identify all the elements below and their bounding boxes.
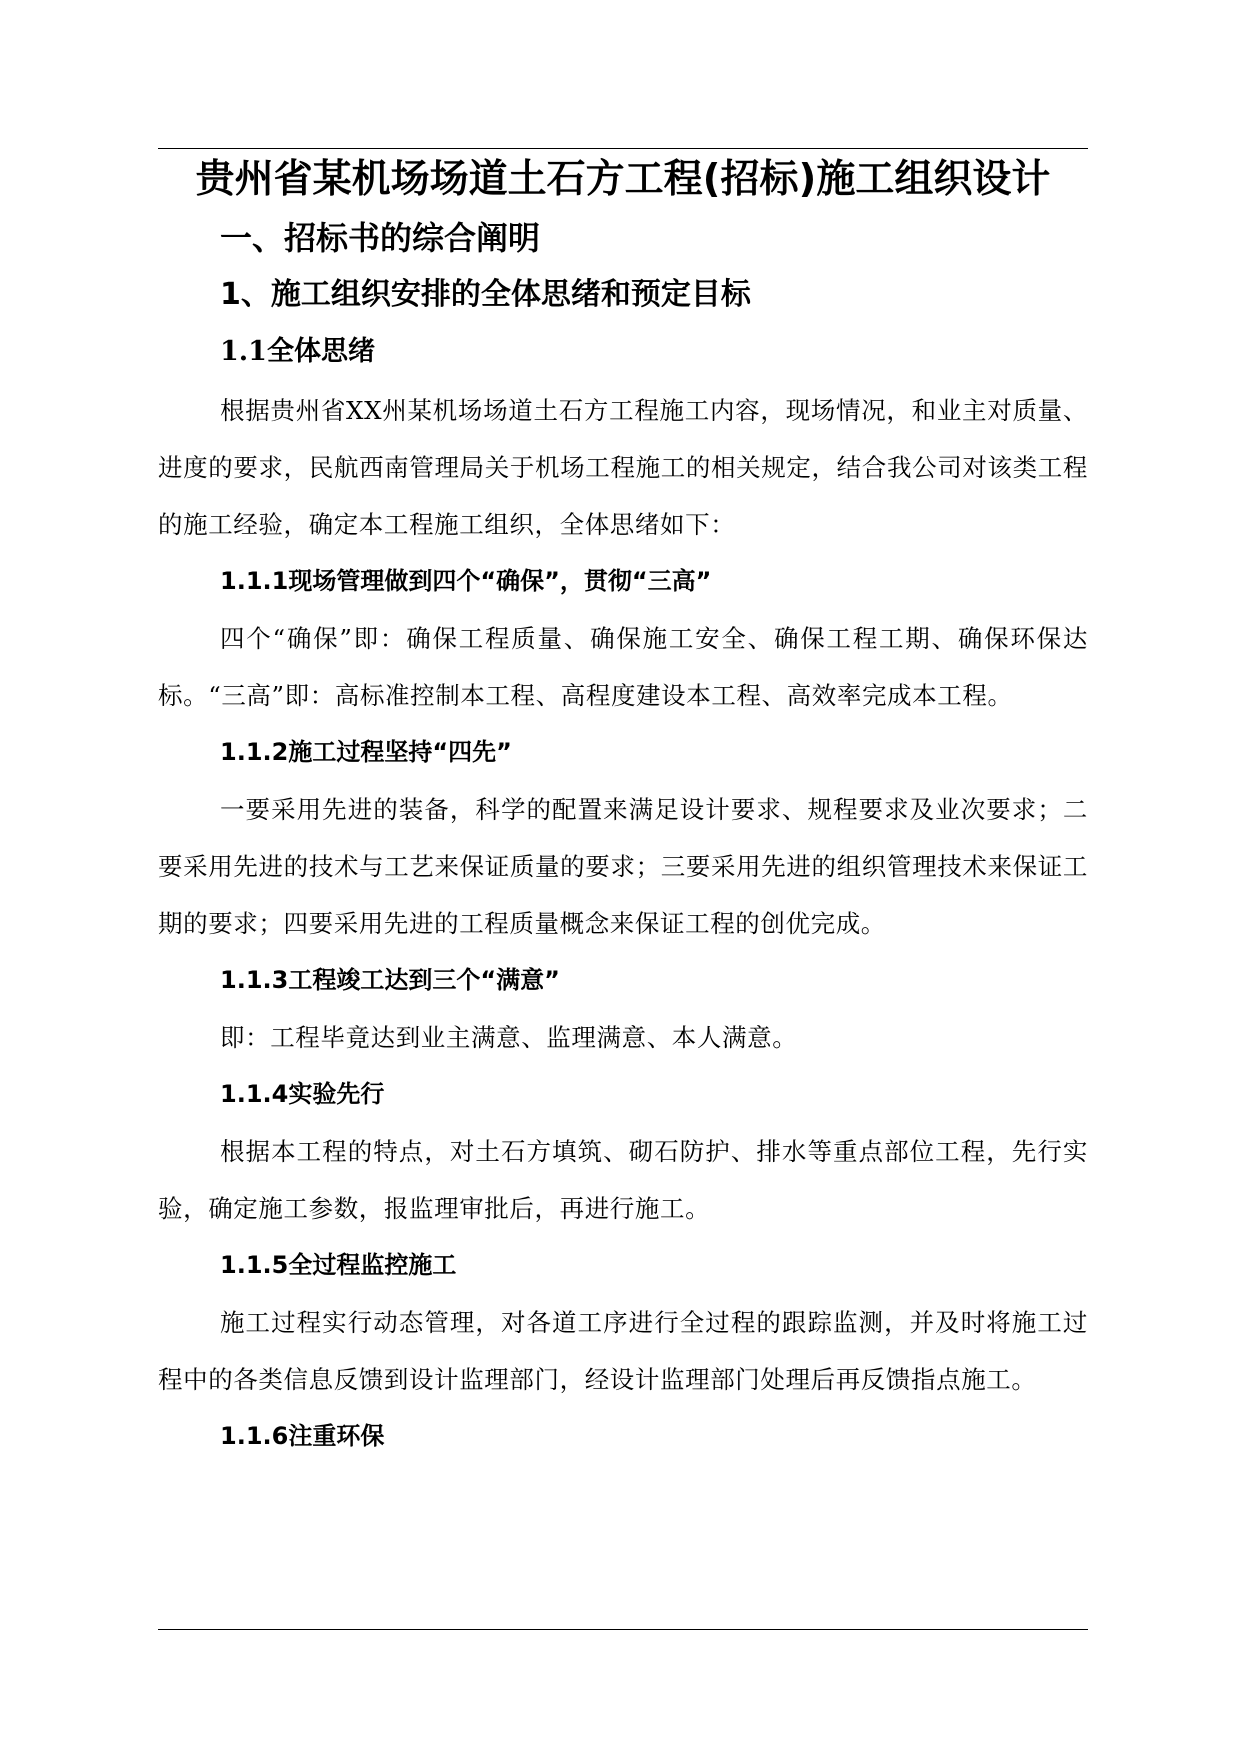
item-paragraph: 根据本工程的特点，对土石方填筑、砌石防护、排水等重点部位工程，先行实验，确定施工参数，报监理审批后，再进行施工。 — [158, 1137, 1088, 1223]
item-paragraph: 一要采用先进的装备，科学的配置来满足设计要求、规程要求及业次要求；二要采用先进的技术与工艺来保证质量的要求；三要采用先进的组织管理技术来保证工期的要求；四要采用先进的工程质量概念来保证工程的创优完成。 — [158, 795, 1088, 938]
item-paragraph: 四个“确保”即：确保工程质量、确保施工安全、确保工程工期、确保环保达标。“三高”即：高标准控制本工程、高程度建设本工程、高效率完成本工程。 — [158, 624, 1088, 710]
section-heading: 一、招标书的综合阐明 — [220, 219, 541, 257]
item-heading: 1.1.4实验先行 — [220, 1080, 385, 1108]
item-paragraph: 即：工程毕竟达到业主满意、监理满意、本人满意。 — [220, 1023, 798, 1052]
subsection-heading: 1、施工组织安排的全体思绪和预定目标 — [220, 277, 751, 312]
subsubsection-heading: 1.1全体思绪 — [220, 336, 375, 367]
item-heading: 1.1.2施工过程坚持“四先” — [220, 738, 512, 766]
document-title: 贵州省某机场场道土石方工程(招标)施工组织设计 — [195, 157, 1051, 202]
header-rule — [158, 148, 1088, 149]
document-body — [158, 152, 1088, 1465]
item-heading: 1.1.1现场管理做到四个“确保”，贯彻“三高” — [220, 567, 712, 595]
item-heading: 1.1.5全过程监控施工 — [220, 1251, 457, 1279]
footer-rule — [158, 1629, 1088, 1630]
item-paragraph: 施工过程实行动态管理，对各道工序进行全过程的跟踪监测，并及时将施工过程中的各类信息反馈到设计监理部门，经设计监理部门处理后再反馈指点施工。 — [158, 1308, 1088, 1394]
intro-paragraph: 根据贵州省XX州某机场场道土石方工程施工内容，现场情况，和业主对质量、进度的要求，民航西南管理局关于机场工程施工的相关规定，结合我公司对该类工程的施工经验，确定本工程施工组织，全体思绪如下： — [158, 396, 1088, 539]
item-heading: 1.1.6注重环保 — [220, 1422, 385, 1450]
item-heading: 1.1.3工程竣工达到三个“满意” — [220, 966, 560, 994]
